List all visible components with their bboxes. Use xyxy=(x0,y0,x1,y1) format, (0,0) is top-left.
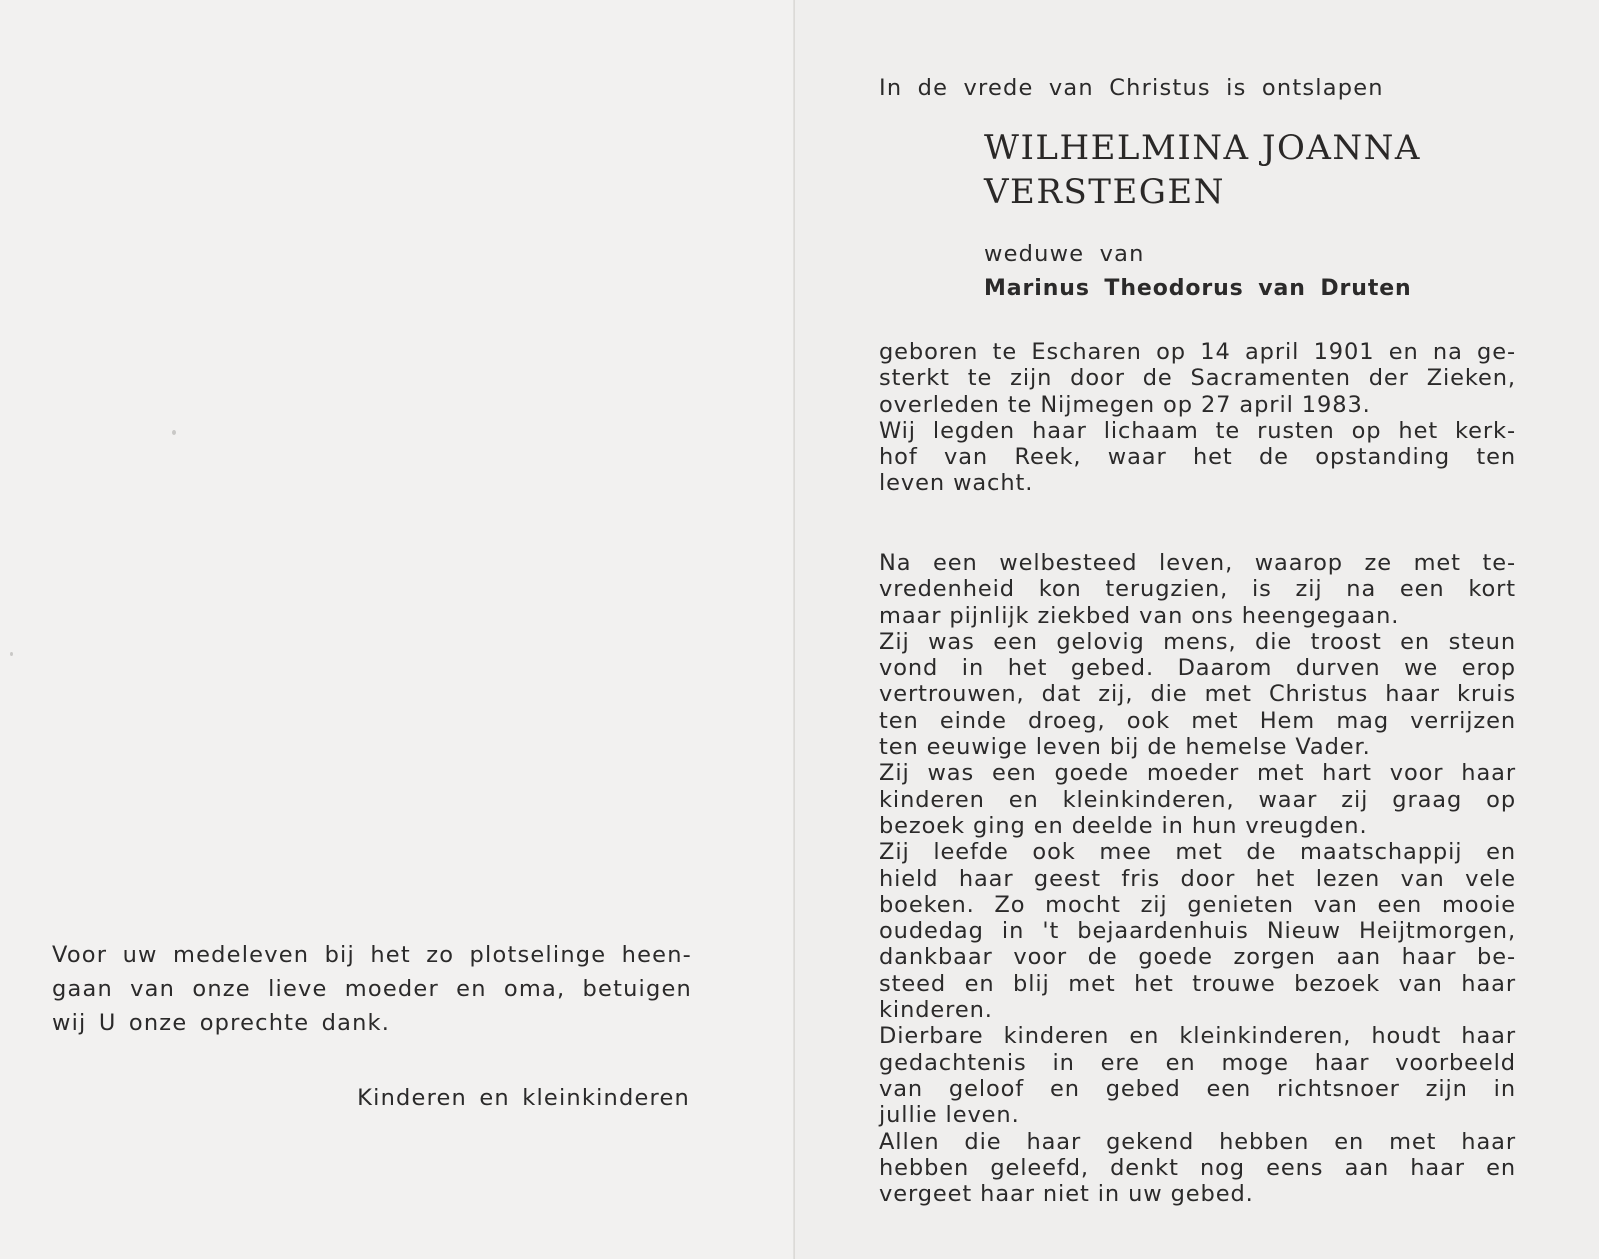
thanks-line: wij U onze oprechte dank. xyxy=(52,1010,391,1036)
tribute-line: Zij was een gelovig mens, die troost en steun xyxy=(879,628,1516,655)
left-page xyxy=(0,0,795,1259)
bio-line: sterkt te zijn door de Sacramenten der Zieken, xyxy=(879,365,1516,392)
tribute-paragraph xyxy=(879,550,1516,1207)
tribute-line: oudedag in 't bejaardenhuis Nieuw Heijtmorgen, xyxy=(879,918,1516,945)
tribute-line: van geloof en gebed een richtsnoer zijn in xyxy=(879,1075,1516,1102)
tribute-line: boeken. Zo mocht zij genieten van een mooie xyxy=(879,891,1516,918)
tribute-line: Na een welbesteed leven, waarop ze met te- xyxy=(879,550,1516,576)
tribute-line: hield haar geest fris door het lezen van vele xyxy=(879,865,1516,892)
signature: Kinderen en kleinkinderen xyxy=(357,1085,690,1111)
tribute-line: ten eeuwige leven bij de hemelse Vader. xyxy=(879,734,1371,761)
tribute-line: vergeet haar niet in uw gebed. xyxy=(879,1181,1254,1208)
bio-line: leven wacht. xyxy=(879,470,1034,497)
bio-line: geboren te Escharen op 14 april 1901 en na ge- xyxy=(879,339,1516,365)
tribute-line: Zij was een goede moeder met hart voor haar xyxy=(879,760,1516,787)
bio-line: overleden te Nijmegen op 27 april 1983. xyxy=(879,391,1371,418)
tribute-line: jullie leven. xyxy=(879,1102,1020,1129)
deceased-name xyxy=(984,126,1421,214)
tribute-line: kinderen. xyxy=(879,997,993,1024)
paper-speck xyxy=(172,430,176,435)
name-line: VERSTEGEN xyxy=(984,172,1225,212)
name-line: WILHELMINA JOANNA xyxy=(984,128,1421,168)
tribute-line: Dierbare kinderen en kleinkinderen, houdt haar xyxy=(879,1023,1516,1050)
thanks-line: gaan van onze lieve moeder en oma, betuigen xyxy=(52,976,692,1002)
tribute-line: Allen die haar gekend hebben en met haar xyxy=(879,1128,1516,1155)
paper-speck xyxy=(10,652,13,656)
tribute-line: dankbaar voor de goede zorgen aan haar be- xyxy=(879,944,1516,971)
biography-paragraph xyxy=(879,339,1516,497)
tribute-line: hebben geleefd, denkt nog eens aan haar en xyxy=(879,1154,1516,1181)
bio-line: hof van Reek, waar het de opstanding ten xyxy=(879,444,1516,471)
tribute-line: kinderen en kleinkinderen, waar zij graag op xyxy=(879,786,1516,813)
husband-name: Marinus Theodorus van Druten xyxy=(984,276,1412,301)
thank-you-message xyxy=(52,938,692,1040)
bio-line: Wij legden haar lichaam te rusten op het kerk- xyxy=(879,417,1516,444)
tribute-line: Zij leefde ook mee met de maatschappij en xyxy=(879,839,1516,866)
thanks-line: Voor uw medeleven bij het zo plotselinge heen- xyxy=(52,942,692,968)
tribute-line: gedachtenis in ere en moge haar voorbeeld xyxy=(879,1049,1516,1076)
widow-of-label: weduwe van xyxy=(984,241,1145,267)
intro-line: In de vrede van Christus is ontslapen xyxy=(879,75,1384,101)
tribute-line: vond in het gebed. Daarom durven we erop xyxy=(879,655,1516,682)
tribute-line: ten einde droeg, ook met Hem mag verrijzen xyxy=(879,707,1516,734)
tribute-line: bezoek ging en deelde in hun vreugden. xyxy=(879,812,1368,839)
tribute-line: steed en blij met het trouwe bezoek van haar xyxy=(879,970,1516,997)
tribute-line: vertrouwen, dat zij, die met Christus haar kruis xyxy=(879,681,1516,708)
tribute-line: maar pijnlijk ziekbed van ons heengegaan. xyxy=(879,602,1400,629)
tribute-line: vredenheid kon terugzien, is zij na een kort xyxy=(879,576,1516,603)
